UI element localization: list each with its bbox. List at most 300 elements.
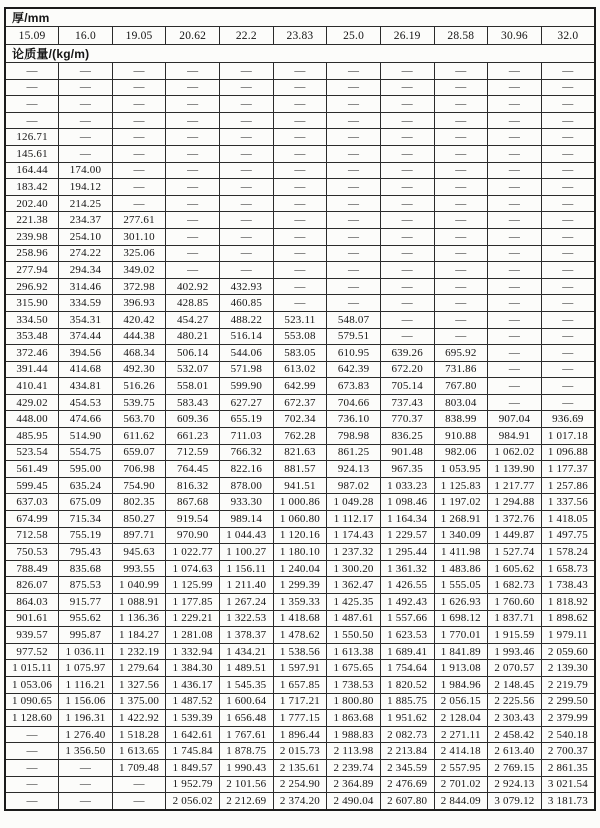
cell: —	[541, 145, 595, 162]
cell: 2 379.99	[541, 710, 595, 727]
cell: 2 490.04	[327, 793, 381, 810]
cell: 672.20	[380, 361, 434, 378]
cell: —	[541, 311, 595, 328]
cell: —	[488, 195, 542, 212]
cell: 1 642.61	[166, 726, 220, 743]
cell: 1 268.91	[434, 511, 488, 528]
cell: 1 863.68	[327, 710, 381, 727]
column-header-1: 16.0	[59, 27, 113, 45]
cell: 639.26	[380, 345, 434, 362]
cell: 258.96	[5, 245, 59, 262]
cell: 1 237.32	[327, 544, 381, 561]
cell: —	[5, 96, 59, 113]
cell: —	[166, 129, 220, 146]
cell: 2 128.04	[434, 710, 488, 727]
cell: —	[488, 63, 542, 80]
cell: 454.53	[59, 394, 113, 411]
cell: 1 555.05	[434, 577, 488, 594]
cell: —	[112, 793, 166, 810]
table-row	[5, 361, 595, 378]
cell: 234.37	[59, 212, 113, 229]
cell: 428.85	[166, 295, 220, 312]
table-row	[5, 527, 595, 544]
cell: 1 841.89	[434, 643, 488, 660]
cell: 1 675.65	[327, 660, 381, 677]
cell: 315.90	[5, 295, 59, 312]
cell: 875.53	[59, 577, 113, 594]
cell: —	[488, 328, 542, 345]
cell: 1 492.43	[380, 594, 434, 611]
cell: 1 156.06	[59, 693, 113, 710]
cell: 1 164.34	[380, 511, 434, 528]
table-row	[5, 610, 595, 627]
cell: 705.14	[380, 378, 434, 395]
cell: 2 219.79	[541, 676, 595, 693]
cell: 2 769.15	[488, 759, 542, 776]
cell: 1 362.47	[327, 577, 381, 594]
table-row	[5, 63, 595, 80]
cell: 599.45	[5, 477, 59, 494]
table-body	[5, 63, 595, 810]
cell: 1 896.44	[273, 726, 327, 743]
cell: —	[541, 345, 595, 362]
cell: —	[380, 162, 434, 179]
cell: 1 229.21	[166, 610, 220, 627]
cell: 353.48	[5, 328, 59, 345]
mass-label: 论质量/(kg/m)	[5, 45, 595, 63]
cell: 1 613.65	[112, 743, 166, 760]
table-row	[5, 627, 595, 644]
cell: —	[434, 311, 488, 328]
cell: 736.10	[327, 411, 381, 428]
cell: 798.98	[327, 428, 381, 445]
column-header-4: 22.2	[220, 27, 274, 45]
cell: —	[488, 129, 542, 146]
cell: 901.48	[380, 444, 434, 461]
cell: 1 060.80	[273, 511, 327, 528]
cell: —	[434, 162, 488, 179]
cell: —	[380, 262, 434, 279]
table-row	[5, 179, 595, 196]
cell: —	[273, 212, 327, 229]
cell: 1 820.52	[380, 676, 434, 693]
cell: 1 257.86	[541, 477, 595, 494]
cell: —	[5, 726, 59, 743]
cell: 2 540.18	[541, 726, 595, 743]
cell: —	[541, 245, 595, 262]
cell: 2 374.20	[273, 793, 327, 810]
cell: 561.49	[5, 461, 59, 478]
cell: 2 458.42	[488, 726, 542, 743]
cell: 750.53	[5, 544, 59, 561]
cell: —	[541, 96, 595, 113]
table-row	[5, 129, 595, 146]
cell: 955.62	[59, 610, 113, 627]
cell: 334.50	[5, 311, 59, 328]
cell: 2 364.89	[327, 776, 381, 793]
cell: —	[488, 162, 542, 179]
cell: —	[166, 96, 220, 113]
cell: 642.99	[273, 378, 327, 395]
cell: —	[541, 162, 595, 179]
table-row	[5, 378, 595, 395]
cell: 1 478.62	[273, 627, 327, 644]
cell: 1 340.09	[434, 527, 488, 544]
table-row	[5, 594, 595, 611]
cell: 372.98	[112, 278, 166, 295]
cell: —	[434, 195, 488, 212]
cell: —	[166, 145, 220, 162]
cell: 1 196.31	[59, 710, 113, 727]
table-row	[5, 743, 595, 760]
cell: 563.70	[112, 411, 166, 428]
cell: 579.51	[327, 328, 381, 345]
cell: —	[273, 63, 327, 80]
cell: —	[488, 179, 542, 196]
table-row	[5, 444, 595, 461]
cell: 2 056.15	[434, 693, 488, 710]
column-header-7: 26.19	[380, 27, 434, 45]
cell: 1 777.15	[273, 710, 327, 727]
cell: —	[327, 63, 381, 80]
cell: 1 022.77	[166, 544, 220, 561]
cell: 1 990.43	[220, 759, 274, 776]
cell: 1 361.32	[380, 560, 434, 577]
cell: 635.24	[59, 477, 113, 494]
cell: 1 426.55	[380, 577, 434, 594]
cell: 571.98	[220, 361, 274, 378]
cell: 762.28	[273, 428, 327, 445]
cell: 506.14	[166, 345, 220, 362]
cell: 325.06	[112, 245, 166, 262]
cell: —	[541, 378, 595, 395]
cell: —	[380, 63, 434, 80]
column-header-0: 15.09	[5, 27, 59, 45]
cell: 460.85	[220, 295, 274, 312]
theoretical-mass-table	[4, 7, 596, 811]
cell: —	[112, 776, 166, 793]
table-row	[5, 577, 595, 594]
cell: —	[541, 295, 595, 312]
cell: 1 378.37	[220, 627, 274, 644]
cell: 126.71	[5, 129, 59, 146]
cell: 901.61	[5, 610, 59, 627]
cell: 202.40	[5, 195, 59, 212]
cell: —	[327, 195, 381, 212]
cell: —	[327, 79, 381, 96]
cell: 214.25	[59, 195, 113, 212]
cell: —	[434, 212, 488, 229]
cell: —	[541, 361, 595, 378]
cell: 1 913.08	[434, 660, 488, 677]
cell: 1 489.51	[220, 660, 274, 677]
cell: —	[488, 228, 542, 245]
cell: 1 578.24	[541, 544, 595, 561]
cell: 1 626.93	[434, 594, 488, 611]
cell: —	[166, 262, 220, 279]
cell: 194.12	[59, 179, 113, 196]
cell: 803.04	[434, 394, 488, 411]
cell: —	[327, 245, 381, 262]
cell: 2 139.30	[541, 660, 595, 677]
cell: 672.37	[273, 394, 327, 411]
table-row	[5, 394, 595, 411]
cell: 907.04	[488, 411, 542, 428]
cell: 314.46	[59, 278, 113, 295]
cell: —	[488, 262, 542, 279]
cell: 933.30	[220, 494, 274, 511]
cell: —	[273, 245, 327, 262]
column-header-5: 23.83	[273, 27, 327, 45]
cell: —	[166, 79, 220, 96]
cell: 414.68	[59, 361, 113, 378]
cell: 2 254.90	[273, 776, 327, 793]
cell: 254.10	[59, 228, 113, 245]
cell: 539.75	[112, 394, 166, 411]
cell: 1 180.10	[273, 544, 327, 561]
cell: 410.41	[5, 378, 59, 395]
cell: —	[112, 129, 166, 146]
cell: 864.03	[5, 594, 59, 611]
mass-label-row	[5, 45, 595, 63]
cell: —	[380, 112, 434, 129]
cell: 984.91	[488, 428, 542, 445]
cell: 1 800.80	[327, 693, 381, 710]
cell: 334.59	[59, 295, 113, 312]
cell: 939.57	[5, 627, 59, 644]
cell: —	[488, 361, 542, 378]
cell: —	[220, 129, 274, 146]
cell: 1 767.61	[220, 726, 274, 743]
cell: 1 518.28	[112, 726, 166, 743]
cell: 434.81	[59, 378, 113, 395]
cell: 1 545.35	[220, 676, 274, 693]
cell: 599.90	[220, 378, 274, 395]
cell: —	[112, 63, 166, 80]
cell: —	[541, 328, 595, 345]
cell: —	[112, 145, 166, 162]
cell: 661.23	[166, 428, 220, 445]
cell: 396.93	[112, 295, 166, 312]
cell: —	[5, 776, 59, 793]
cell: 1 211.40	[220, 577, 274, 594]
cell: 1 717.21	[273, 693, 327, 710]
table-row	[5, 345, 595, 362]
cell: 354.31	[59, 311, 113, 328]
table-row	[5, 428, 595, 445]
cell: 523.54	[5, 444, 59, 461]
cell: 1 993.46	[488, 643, 542, 660]
table-row	[5, 461, 595, 478]
table-row	[5, 228, 595, 245]
cell: 1 623.53	[380, 627, 434, 644]
cell: 1 177.85	[166, 594, 220, 611]
table-row	[5, 560, 595, 577]
cell: —	[59, 759, 113, 776]
cell: 1 139.90	[488, 461, 542, 478]
table-row	[5, 759, 595, 776]
cell: —	[273, 79, 327, 96]
cell: 609.36	[166, 411, 220, 428]
cell: 711.03	[220, 428, 274, 445]
cell: 2 239.74	[327, 759, 381, 776]
cell: —	[112, 112, 166, 129]
cell: 897.71	[112, 527, 166, 544]
cell: —	[59, 776, 113, 793]
cell: —	[541, 129, 595, 146]
table-row	[5, 311, 595, 328]
cell: —	[327, 96, 381, 113]
cell: 731.86	[434, 361, 488, 378]
cell: 1 000.86	[273, 494, 327, 511]
cell: 1 818.92	[541, 594, 595, 611]
cell: 945.63	[112, 544, 166, 561]
cell: —	[273, 278, 327, 295]
cell: 1 988.83	[327, 726, 381, 743]
cell: 1 217.77	[488, 477, 542, 494]
cell: —	[59, 96, 113, 113]
cell: 706.98	[112, 461, 166, 478]
table-row	[5, 245, 595, 262]
cell: 1 557.66	[380, 610, 434, 627]
cell: —	[220, 63, 274, 80]
cell: 1 754.64	[380, 660, 434, 677]
cell: —	[488, 295, 542, 312]
table-row	[5, 79, 595, 96]
cell: 642.39	[327, 361, 381, 378]
cell: —	[380, 311, 434, 328]
cell: 1 375.00	[112, 693, 166, 710]
cell: —	[273, 179, 327, 196]
cell: 1 295.44	[380, 544, 434, 561]
cell: 402.92	[166, 278, 220, 295]
cell: 1 327.56	[112, 676, 166, 693]
cell: 737.43	[380, 394, 434, 411]
cell: —	[327, 262, 381, 279]
cell: 444.38	[112, 328, 166, 345]
cell: 2 213.84	[380, 743, 434, 760]
cell: 554.75	[59, 444, 113, 461]
cell: —	[434, 179, 488, 196]
cell: 610.95	[327, 345, 381, 362]
cell: 867.68	[166, 494, 220, 511]
thickness-label-row	[5, 8, 595, 27]
cell: —	[380, 228, 434, 245]
cell: 516.26	[112, 378, 166, 395]
cell: 1 088.91	[112, 594, 166, 611]
cell: 1 613.38	[327, 643, 381, 660]
cell: 821.63	[273, 444, 327, 461]
cell: 1 770.01	[434, 627, 488, 644]
cell: —	[541, 278, 595, 295]
table-row	[5, 262, 595, 279]
cell: 1 418.68	[273, 610, 327, 627]
cell: 1 116.21	[59, 676, 113, 693]
cell: 1 053.06	[5, 676, 59, 693]
cell: 1 279.64	[112, 660, 166, 677]
cell: —	[220, 245, 274, 262]
cell: 1 125.99	[166, 577, 220, 594]
cell: 1 449.87	[488, 527, 542, 544]
cell: —	[380, 79, 434, 96]
cell: 1 276.40	[59, 726, 113, 743]
cell: 394.56	[59, 345, 113, 362]
cell: 558.01	[166, 378, 220, 395]
cell: —	[380, 295, 434, 312]
table-row	[5, 793, 595, 810]
cell: —	[112, 162, 166, 179]
cell: 164.44	[5, 162, 59, 179]
cell: 1 300.20	[327, 560, 381, 577]
cell: —	[220, 195, 274, 212]
cell: 1 036.11	[59, 643, 113, 660]
cell: 1 738.53	[327, 676, 381, 693]
cell: —	[380, 179, 434, 196]
cell: 2 113.98	[327, 743, 381, 760]
cell: 674.99	[5, 511, 59, 528]
cell: 1 294.88	[488, 494, 542, 511]
cell: 878.00	[220, 477, 274, 494]
cell: 1 120.16	[273, 527, 327, 544]
table-row	[5, 328, 595, 345]
cell: —	[380, 212, 434, 229]
cell: 2 613.40	[488, 743, 542, 760]
cell: 881.57	[273, 461, 327, 478]
cell: 2 135.61	[273, 759, 327, 776]
cell: 1 017.18	[541, 428, 595, 445]
cell: 274.22	[59, 245, 113, 262]
cell: 1 689.41	[380, 643, 434, 660]
table-row	[5, 494, 595, 511]
cell: 1 356.50	[59, 743, 113, 760]
cell: 174.00	[59, 162, 113, 179]
cell: 2 212.69	[220, 793, 274, 810]
cell: 611.62	[112, 428, 166, 445]
cell: —	[273, 295, 327, 312]
cell: —	[273, 195, 327, 212]
cell: 1 658.73	[541, 560, 595, 577]
cell: —	[273, 112, 327, 129]
table-row	[5, 660, 595, 677]
cell: —	[273, 162, 327, 179]
cell: 516.14	[220, 328, 274, 345]
cell: —	[166, 63, 220, 80]
cell: —	[488, 212, 542, 229]
cell: —	[488, 394, 542, 411]
cell: 1 898.62	[541, 610, 595, 627]
cell: —	[273, 228, 327, 245]
cell: 1 049.28	[327, 494, 381, 511]
cell: 1 100.27	[220, 544, 274, 561]
cell: 553.08	[273, 328, 327, 345]
cell: 2 414.18	[434, 743, 488, 760]
cell: —	[5, 759, 59, 776]
cell: 2 476.69	[380, 776, 434, 793]
cell: 1 096.88	[541, 444, 595, 461]
cell: —	[327, 129, 381, 146]
cell: 2 148.45	[488, 676, 542, 693]
cell: 1 337.56	[541, 494, 595, 511]
cell: 277.94	[5, 262, 59, 279]
cell: 2 070.57	[488, 660, 542, 677]
cell: 3 181.73	[541, 793, 595, 810]
cell: —	[59, 129, 113, 146]
cell: 2 607.80	[380, 793, 434, 810]
cell: 485.95	[5, 428, 59, 445]
table-row	[5, 212, 595, 229]
cell: 1 538.56	[273, 643, 327, 660]
cell: —	[220, 228, 274, 245]
